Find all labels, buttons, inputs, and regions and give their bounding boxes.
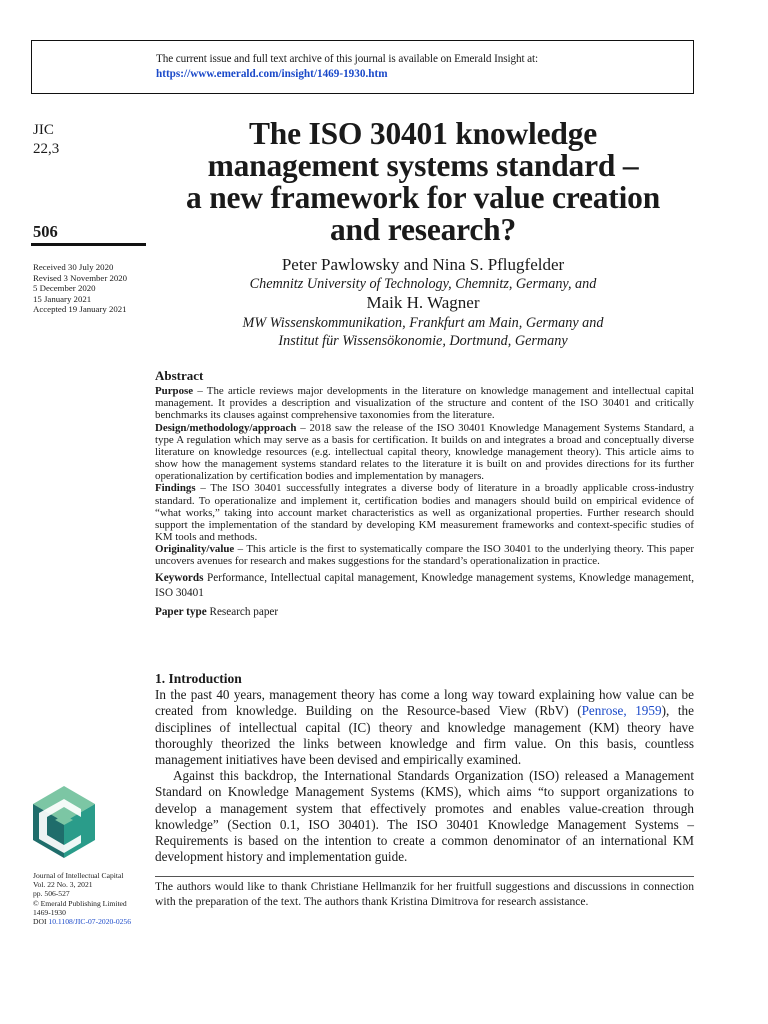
journal-pages: pp. 506-527 <box>33 889 70 899</box>
title-line: management systems standard – <box>207 148 639 183</box>
journal-abbreviation <box>33 121 59 159</box>
access-notice-text: The current issue and full text archive of this journal is available on Emerald Insight at: <box>156 53 539 65</box>
journal-doi <box>33 917 131 926</box>
authors-line-2: Maik H. Wagner <box>366 293 480 312</box>
journal-volume: 22,3 <box>33 141 60 157</box>
paper-type <box>155 605 694 621</box>
journal-publisher: © Emerald Publishing Limited <box>33 898 127 908</box>
date-accepted: Accepted 19 January 2021 <box>33 304 127 315</box>
article-title <box>150 118 696 246</box>
paper-type-text: Research paper <box>206 605 279 618</box>
doi-label: DOI <box>33 917 49 927</box>
abstract-findings <box>155 482 694 543</box>
acknowledgement-footnote: The authors would like to thank Christiane Hellmanzik for her fruitfull suggestions and discussions in connection with the preparation of the text. The authors thank Kristina Dimitrova for research assistance. <box>155 880 694 908</box>
journal-archive-link[interactable]: https://www.emerald.com/insight/1469-1930.htm <box>156 68 388 80</box>
journal-issn: 1469-1930 <box>33 907 66 917</box>
journal-name: Journal of Intellectual Capital <box>33 871 124 880</box>
abstract-heading: Abstract <box>155 368 204 383</box>
purpose-text: – The article reviews major developments in the literature on knowledge management and intellectual capital management. It provides a description and visualization of the structure and content of the ISO 30401 and critically benchmarks its clauses against comprehensive taxonomies from the literature. <box>155 385 694 422</box>
originality-text: – This article is the first to systematically compare the ISO 30401 to the underlying theory. This paper uncovers avenues for research and makes suggestions for the standard’s operationalization in practice. <box>155 543 694 568</box>
affiliation-2a: MW Wissenskommunikation, Frankfurt am Main, Germany and <box>242 315 604 331</box>
abstract-originality <box>155 543 694 567</box>
journal-abbr: JIC <box>33 122 54 138</box>
authors-line-1: Peter Pawlowsky and Nina S. Pflugfelder <box>281 255 565 274</box>
findings-text: – The ISO 30401 successfully integrates a diverse body of literature in a broadly applicable cross-industry standard. To operationalize and implement it, certification bodies and managers should build on empirical evidence of “what works,” taking into account market characteristics as well as organizational properties. Further research should support the implementation of the standard by developing KM measurement frameworks and context-specific studies of KM tools and methods. <box>155 482 694 544</box>
abstract-purpose <box>155 385 694 421</box>
intro-text: ), the disciplines of intellectual capital (IC) theory and knowledge management (KM) theory have thoroughly theorized the links between knowledge and firm value. On this basis, countless management initiatives have been devised and empirically examined. <box>155 703 694 768</box>
section-heading: 1. Introduction <box>155 671 242 686</box>
date-revised: Revised 3 November 2020 <box>33 272 128 283</box>
footnote-rule <box>155 876 694 877</box>
title-line: a new framework for value creation <box>185 180 661 215</box>
findings-label: Findings <box>155 482 196 495</box>
intro-paragraph-2: Against this backdrop, the International Standards Organization (ISO) released a Management Standard on Knowledge Management Systems (KMS), which aims “to support organizations to develop a management system that effectively promotes and enables value-creation through knowledge” (Section 0.1, ISO 30401). The ISO 30401 Knowledge Management Systems – Requirements is based on the intention to create a common denominator of an international KM development history and implementation guide. <box>155 768 694 865</box>
abstract-section <box>155 370 694 620</box>
page-number: 506 <box>33 222 58 241</box>
affiliation-2b: Institut für Wissensökonomie, Dortmund, Germany <box>278 333 568 349</box>
keywords <box>155 571 694 602</box>
citation-link-penrose[interactable]: Penrose, 1959 <box>581 703 662 719</box>
title-line: The ISO 30401 knowledge <box>248 116 598 151</box>
keywords-label: Keywords <box>155 571 204 584</box>
journal-issue: Vol. 22 No. 3, 2021 <box>33 880 93 890</box>
journal-logo-icon <box>33 786 95 858</box>
submission-dates <box>33 262 127 315</box>
design-label: Design/methodology/approach <box>155 421 297 434</box>
intro-text: In the past 40 years, management theory has come a long way toward explaining how value can be created from knowledge. Building on the Resource-based View (RbV) ( <box>155 687 694 719</box>
intro-paragraph-1 <box>155 687 694 768</box>
doi-link[interactable]: 10.1108/JIC-07-2020-0256 <box>48 917 132 927</box>
date-received: Received 30 July 2020 <box>33 262 114 272</box>
originality-label: Originality/value <box>155 543 235 556</box>
affiliation-1: Chemnitz University of Technology, Chemnitz, Germany, and <box>249 276 597 292</box>
title-line: and research? <box>329 212 517 247</box>
paper-type-label: Paper type <box>155 605 207 618</box>
purpose-label: Purpose <box>155 385 194 398</box>
date-revised-2: 5 December 2020 <box>33 283 96 294</box>
date-revised-3: 15 January 2021 <box>33 293 92 304</box>
page-number-rule <box>31 243 146 246</box>
access-notice-box <box>31 40 694 94</box>
abstract-design <box>155 422 694 483</box>
design-text: – 2018 saw the release of the ISO 30401 Knowledge Management Systems Standard, a type A regulation which may serve as a basis for certification. It builds on and integrates a broad and conceptually diverse literature on knowledge resources (e.g. intellectual capital theory, knowledge management theory). This article aims to show how the management systems standard relates to the literature it is built on and provides directions for its further operationalization by certification bodies and implementation by managers. <box>155 421 694 483</box>
introduction-section <box>155 671 694 865</box>
keywords-text: Performance, Intellectual capital management, Knowledge management systems, Knowledge management, ISO 30401 <box>155 571 694 599</box>
journal-info <box>33 871 131 926</box>
